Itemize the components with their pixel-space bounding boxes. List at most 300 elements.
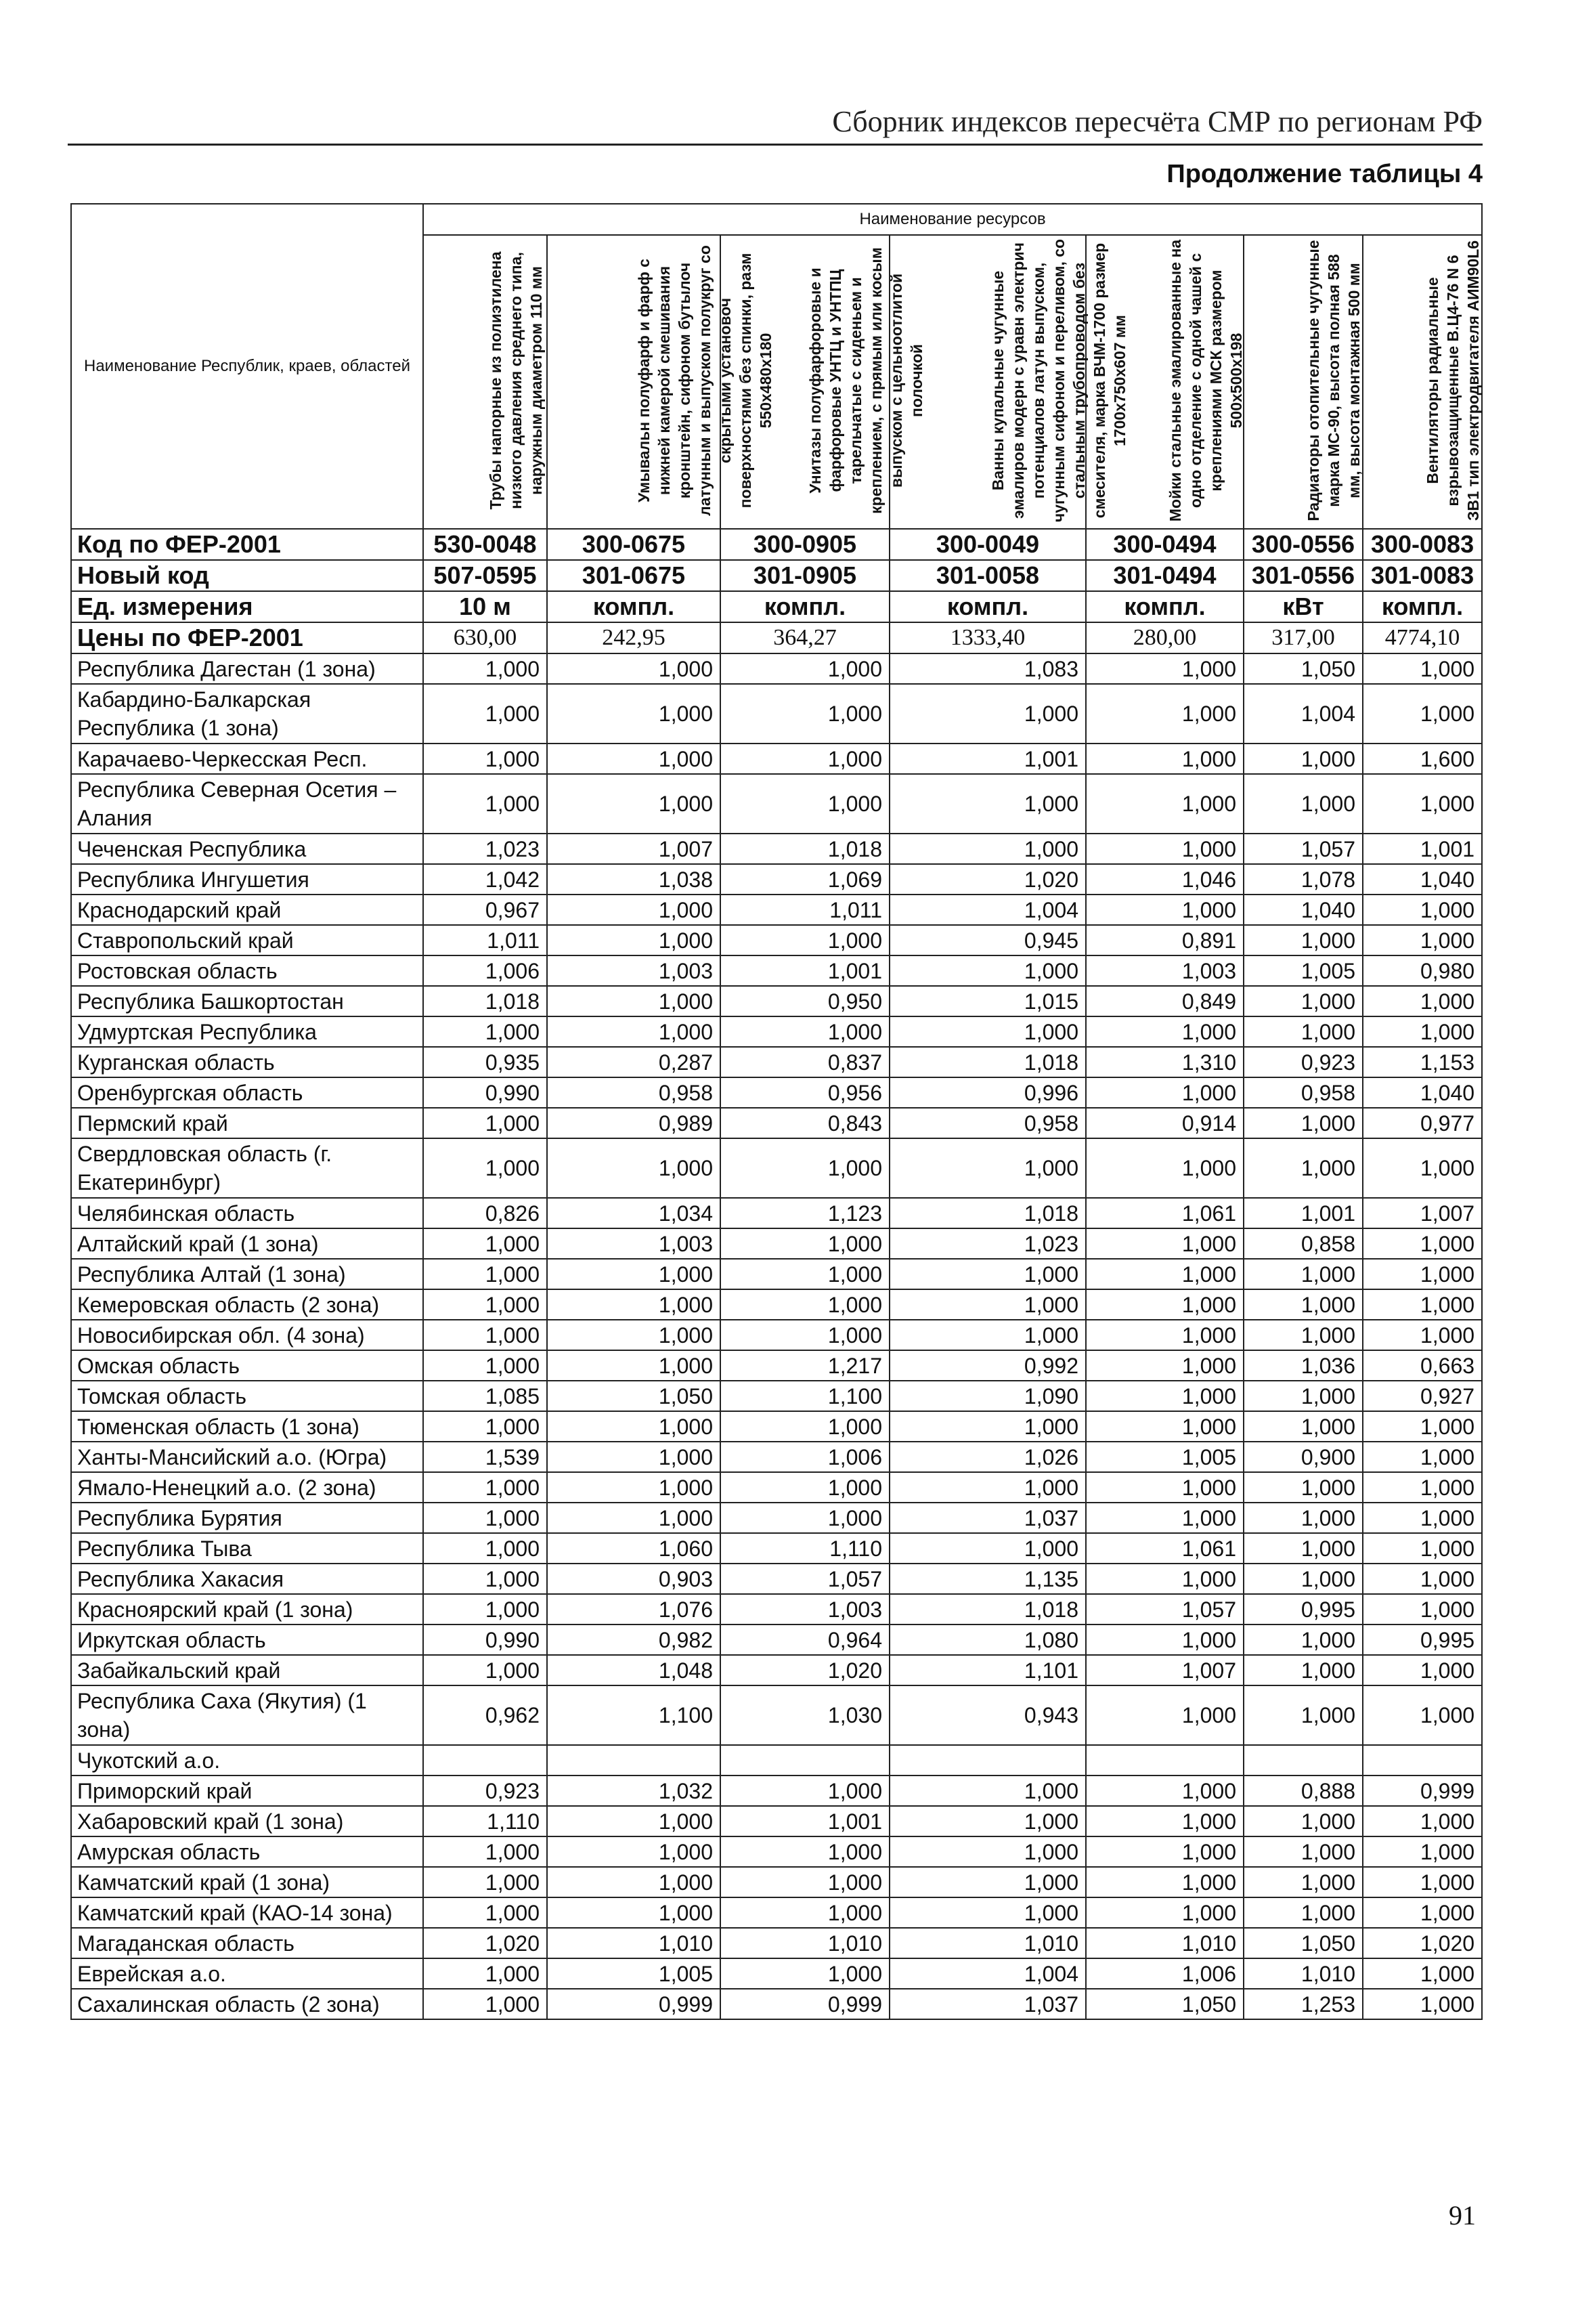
index-value: 1,217 [720, 1350, 890, 1381]
index-value: 1,000 [423, 1289, 547, 1320]
index-value: 1,000 [423, 1138, 547, 1198]
index-value: 1,000 [1244, 1108, 1363, 1138]
index-value: 1,020 [720, 1655, 890, 1685]
index-value: 0,967 [423, 895, 547, 925]
resource-column-title: Трубы напорные из полиэтилена низкого давления среднего типа, наружным диаметром 110 мм [486, 251, 545, 510]
index-value: 1,006 [720, 1442, 890, 1472]
index-value: 1,020 [890, 864, 1086, 895]
meta-value: 4774,10 [1363, 622, 1482, 653]
index-value: 1,000 [1363, 1594, 1482, 1624]
index-value: 1,011 [423, 925, 547, 955]
index-value: 1,003 [720, 1594, 890, 1624]
table-row [71, 955, 1482, 986]
region-name: Республика Башкортостан [71, 986, 423, 1016]
index-value: 1,000 [1363, 1806, 1482, 1836]
index-value: 1,018 [890, 1594, 1086, 1624]
index-value: 0,982 [547, 1624, 720, 1655]
region-name: Республика Бурятия [71, 1503, 423, 1533]
index-value: 1,000 [1244, 1564, 1363, 1594]
meta-row [71, 622, 1482, 653]
index-value: 1,000 [1086, 774, 1244, 834]
index-value: 1,037 [890, 1503, 1086, 1533]
meta-label: Новый код [71, 560, 423, 591]
index-value: 1,000 [720, 1411, 890, 1442]
index-value: 1,100 [720, 1381, 890, 1411]
region-name: Амурская область [71, 1836, 423, 1867]
index-value: 0,945 [890, 925, 1086, 955]
index-value: 0,849 [1086, 986, 1244, 1016]
table-row [71, 653, 1482, 684]
index-value: 0,956 [720, 1077, 890, 1108]
index-value: 1,000 [547, 653, 720, 684]
index-value: 0,837 [720, 1047, 890, 1077]
table-row [71, 1776, 1482, 1806]
table-row [71, 684, 1482, 744]
index-value: 1,000 [547, 1016, 720, 1047]
index-value: 1,000 [1363, 653, 1482, 684]
index-value: 1,000 [1244, 1806, 1363, 1836]
index-value [423, 1745, 547, 1776]
region-name: Хабаровский край (1 зона) [71, 1806, 423, 1836]
index-value: 1,040 [1244, 895, 1363, 925]
index-value: 1,000 [890, 1259, 1086, 1289]
index-value: 1,000 [423, 1503, 547, 1533]
index-value: 1,061 [1086, 1198, 1244, 1228]
region-name: Иркутская область [71, 1624, 423, 1655]
table-row [71, 834, 1482, 864]
index-value: 1,000 [547, 1867, 720, 1897]
index-value: 1,253 [1244, 1989, 1363, 2019]
table-row [71, 1836, 1482, 1867]
region-name: Республика Саха (Якутия) (1 зона) [71, 1685, 423, 1745]
index-value: 1,038 [547, 864, 720, 895]
index-value: 1,000 [423, 1564, 547, 1594]
index-value: 0,914 [1086, 1108, 1244, 1138]
index-value: 1,000 [720, 1897, 890, 1928]
index-value: 1,000 [890, 774, 1086, 834]
index-value: 1,005 [1086, 1442, 1244, 1472]
table-row [71, 1928, 1482, 1958]
index-value: 1,000 [890, 1776, 1086, 1806]
index-value: 1,000 [1363, 684, 1482, 744]
index-value: 0,826 [423, 1198, 547, 1228]
index-value: 0,923 [423, 1776, 547, 1806]
index-value: 1,037 [890, 1989, 1086, 2019]
index-value: 1,083 [890, 653, 1086, 684]
index-value: 1,000 [423, 1108, 547, 1138]
index-value: 1,000 [547, 774, 720, 834]
index-value: 0,923 [1244, 1047, 1363, 1077]
table-row [71, 1867, 1482, 1897]
index-value: 1,000 [720, 925, 890, 955]
index-value: 1,000 [547, 1442, 720, 1472]
index-value: 1,000 [890, 1897, 1086, 1928]
table-row [71, 1259, 1482, 1289]
index-value: 1,000 [1086, 895, 1244, 925]
index-value: 1,000 [547, 1138, 720, 1198]
index-value: 0,999 [547, 1989, 720, 2019]
index-value: 1,000 [547, 684, 720, 744]
index-value: 1,000 [423, 1836, 547, 1867]
index-value: 1,050 [547, 1381, 720, 1411]
meta-value: 280,00 [1086, 622, 1244, 653]
region-column-header: Наименование Республик, краев, областей [71, 204, 423, 529]
index-value: 1,000 [720, 1472, 890, 1503]
regional-index-table [70, 203, 1483, 2020]
index-value: 1,000 [547, 1472, 720, 1503]
index-value: 1,000 [423, 1472, 547, 1503]
index-value: 1,000 [890, 1411, 1086, 1442]
region-name: Ямало-Ненецкий а.о. (2 зона) [71, 1472, 423, 1503]
index-value: 1,000 [547, 1289, 720, 1320]
table-row [71, 1472, 1482, 1503]
index-value: 1,000 [1086, 744, 1244, 774]
index-value: 1,010 [720, 1928, 890, 1958]
region-name: Кемеровская область (2 зона) [71, 1289, 423, 1320]
index-value: 1,000 [720, 1259, 890, 1289]
index-value: 1,000 [423, 1958, 547, 1989]
table-row [71, 1289, 1482, 1320]
index-value: 1,026 [890, 1442, 1086, 1472]
table-row [71, 1228, 1482, 1259]
table-row [71, 1198, 1482, 1228]
table-row [71, 1624, 1482, 1655]
index-value: 0,858 [1244, 1228, 1363, 1259]
index-value: 1,004 [1244, 684, 1363, 744]
index-value: 1,000 [1086, 1836, 1244, 1867]
index-value: 1,000 [423, 774, 547, 834]
index-value: 1,000 [1244, 1503, 1363, 1533]
index-value: 1,000 [720, 744, 890, 774]
index-value: 1,001 [720, 1806, 890, 1836]
index-value: 1,030 [720, 1685, 890, 1745]
index-value: 1,000 [890, 1836, 1086, 1867]
index-value: 1,060 [547, 1533, 720, 1564]
index-value: 1,000 [1363, 1289, 1482, 1320]
meta-value: 301-0675 [547, 560, 720, 591]
index-value: 1,018 [720, 834, 890, 864]
table-row [71, 864, 1482, 895]
index-value: 1,000 [1086, 1411, 1244, 1442]
index-value [1244, 1745, 1363, 1776]
region-name: Ростовская область [71, 955, 423, 986]
index-value: 1,000 [423, 1897, 547, 1928]
index-value: 1,000 [423, 744, 547, 774]
index-value: 0,891 [1086, 925, 1244, 955]
index-value: 1,000 [1244, 925, 1363, 955]
index-value: 1,000 [720, 1958, 890, 1989]
index-value: 1,001 [1244, 1198, 1363, 1228]
index-value: 0,888 [1244, 1776, 1363, 1806]
region-name: Томская область [71, 1381, 423, 1411]
index-value: 1,000 [1363, 1685, 1482, 1745]
resource-column-title: Мойки стальные эмалированные на одно отделение с одной чашей с креплениями МСК размером 500х500х198 [1166, 239, 1245, 522]
index-value: 1,010 [1244, 1958, 1363, 1989]
index-value: 1,000 [1086, 1259, 1244, 1289]
resource-column-header [890, 235, 1129, 529]
table-row [71, 1745, 1482, 1776]
index-value: 1,000 [1363, 1503, 1482, 1533]
index-value: 1,000 [1363, 1867, 1482, 1897]
resource-column-header [1086, 235, 1244, 529]
index-value: 1,000 [1244, 1411, 1363, 1442]
index-value: 1,000 [1244, 986, 1363, 1016]
index-value: 1,000 [1086, 1289, 1244, 1320]
index-value: 1,076 [547, 1594, 720, 1624]
index-value: 1,000 [720, 774, 890, 834]
index-value: 1,000 [1086, 1381, 1244, 1411]
index-value: 1,000 [547, 1259, 720, 1289]
meta-value: 300-0556 [1244, 529, 1363, 560]
region-name: Забайкальский край [71, 1655, 423, 1685]
index-value [1086, 1745, 1244, 1776]
region-name: Ханты-Мансийский а.о. (Югра) [71, 1442, 423, 1472]
index-value: 1,034 [547, 1198, 720, 1228]
index-value: 0,989 [547, 1108, 720, 1138]
index-value: 1,000 [720, 1867, 890, 1897]
index-value: 1,080 [890, 1624, 1086, 1655]
region-name: Приморский край [71, 1776, 423, 1806]
resource-column-header [1363, 235, 1482, 529]
index-value: 1,000 [1363, 1958, 1482, 1989]
index-value: 0,964 [720, 1624, 890, 1655]
index-value: 1,000 [547, 1411, 720, 1442]
index-value: 1,000 [1086, 1016, 1244, 1047]
index-value: 1,000 [1363, 1411, 1482, 1442]
index-value: 1,078 [1244, 864, 1363, 895]
index-value: 1,000 [1244, 1016, 1363, 1047]
region-name: Республика Северная Осетия – Алания [71, 774, 423, 834]
index-value: 1,046 [1086, 864, 1244, 895]
table-row [71, 925, 1482, 955]
index-value: 1,000 [1363, 1016, 1482, 1047]
index-value: 1,000 [890, 955, 1086, 986]
resource-column-header [1244, 235, 1363, 529]
index-value: 1,000 [1086, 1138, 1244, 1198]
region-name: Удмуртская Республика [71, 1016, 423, 1047]
index-value: 1,007 [1363, 1198, 1482, 1228]
index-value: 1,123 [720, 1198, 890, 1228]
meta-value: 301-0905 [720, 560, 890, 591]
index-value: 1,000 [720, 1503, 890, 1533]
table-row [71, 1989, 1482, 2019]
table-row [71, 1564, 1482, 1594]
index-value: 1,000 [1363, 1655, 1482, 1685]
index-value: 0,992 [890, 1350, 1086, 1381]
index-value: 1,000 [1244, 1624, 1363, 1655]
index-value: 1,000 [890, 1138, 1086, 1198]
index-value: 1,000 [1363, 1897, 1482, 1928]
index-value: 0,990 [423, 1624, 547, 1655]
index-value: 1,000 [1363, 1138, 1482, 1198]
index-value: 1,000 [1244, 1655, 1363, 1685]
index-value: 0,958 [547, 1077, 720, 1108]
region-name: Тюменская область (1 зона) [71, 1411, 423, 1442]
meta-value: 300-0049 [890, 529, 1086, 560]
region-name: Новосибирская обл. (4 зона) [71, 1320, 423, 1350]
index-value: 1,003 [1086, 955, 1244, 986]
meta-value: 301-0556 [1244, 560, 1363, 591]
index-value: 1,020 [423, 1928, 547, 1958]
index-value: 0,287 [547, 1047, 720, 1077]
resource-column-header [547, 235, 774, 529]
index-value: 0,927 [1363, 1381, 1482, 1411]
table-row [71, 1047, 1482, 1077]
region-name: Еврейская а.о. [71, 1958, 423, 1989]
index-value: 1,000 [547, 1320, 720, 1350]
index-value: 1,000 [1086, 684, 1244, 744]
index-value: 1,000 [423, 1533, 547, 1564]
table-row [71, 1533, 1482, 1564]
index-value: 1,000 [1363, 1259, 1482, 1289]
index-value: 0,977 [1363, 1108, 1482, 1138]
table-row [71, 1381, 1482, 1411]
table-row [71, 774, 1482, 834]
region-name: Челябинская область [71, 1198, 423, 1228]
index-value: 0,990 [423, 1077, 547, 1108]
index-value: 1,000 [1086, 1228, 1244, 1259]
index-value: 1,001 [890, 744, 1086, 774]
index-value: 1,000 [890, 1867, 1086, 1897]
meta-value: кВт [1244, 591, 1363, 622]
index-value: 1,000 [1086, 1867, 1244, 1897]
index-value: 1,000 [547, 1806, 720, 1836]
index-value: 1,023 [890, 1228, 1086, 1259]
index-value: 1,000 [890, 1533, 1086, 1564]
resource-column-header [720, 235, 925, 529]
index-value: 1,000 [1363, 1320, 1482, 1350]
index-value: 1,000 [423, 1350, 547, 1381]
meta-value: 507-0595 [423, 560, 547, 591]
index-value: 1,000 [1244, 1533, 1363, 1564]
index-value: 1,000 [423, 1228, 547, 1259]
index-value: 0,663 [1363, 1350, 1482, 1381]
index-value: 0,995 [1244, 1594, 1363, 1624]
index-value: 1,000 [423, 1989, 547, 2019]
index-value: 1,006 [1086, 1958, 1244, 1989]
table-row [71, 1503, 1482, 1533]
index-value: 1,003 [547, 1228, 720, 1259]
region-name: Краснодарский край [71, 895, 423, 925]
index-value [547, 1745, 720, 1776]
index-value: 1,000 [1086, 834, 1244, 864]
index-value: 1,050 [1244, 653, 1363, 684]
table-row [71, 1350, 1482, 1381]
index-value: 1,000 [720, 1228, 890, 1259]
meta-value: 301-0058 [890, 560, 1086, 591]
meta-value: 630,00 [423, 622, 547, 653]
index-value: 1,000 [1244, 1897, 1363, 1928]
index-value: 1,000 [547, 986, 720, 1016]
meta-value: компл. [720, 591, 890, 622]
index-value: 1,539 [423, 1442, 547, 1472]
index-value: 1,000 [1363, 1836, 1482, 1867]
index-value: 1,000 [720, 1776, 890, 1806]
table-row [71, 1016, 1482, 1047]
index-value: 1,000 [423, 1016, 547, 1047]
index-value: 1,000 [1244, 1289, 1363, 1320]
resources-header: Наименование ресурсов [423, 204, 1482, 235]
region-name: Ставропольский край [71, 925, 423, 955]
resource-column-header [423, 235, 547, 529]
index-value: 1,001 [720, 955, 890, 986]
index-value: 1,000 [720, 1289, 890, 1320]
region-name: Красноярский край (1 зона) [71, 1594, 423, 1624]
index-value: 1,153 [1363, 1047, 1482, 1077]
index-value: 1,018 [890, 1047, 1086, 1077]
index-value: 1,003 [547, 955, 720, 986]
index-value: 1,000 [720, 1836, 890, 1867]
region-name: Алтайский край (1 зона) [71, 1228, 423, 1259]
index-value: 1,050 [1086, 1989, 1244, 2019]
meta-value: 300-0675 [547, 529, 720, 560]
table-row [71, 1897, 1482, 1928]
meta-value: 301-0494 [1086, 560, 1244, 591]
index-value: 0,935 [423, 1047, 547, 1077]
meta-value: 317,00 [1244, 622, 1363, 653]
index-value: 0,999 [1363, 1776, 1482, 1806]
region-name: Омская область [71, 1350, 423, 1381]
index-value: 0,958 [1244, 1077, 1363, 1108]
index-value: 0,903 [547, 1564, 720, 1594]
meta-value: 1333,40 [890, 622, 1086, 653]
page-header [68, 100, 1483, 146]
table-row [71, 986, 1482, 1016]
index-value: 0,995 [1363, 1624, 1482, 1655]
index-value: 1,061 [1086, 1533, 1244, 1564]
meta-value: компл. [1086, 591, 1244, 622]
meta-value: 242,95 [547, 622, 720, 653]
table-row [71, 1138, 1482, 1198]
index-value: 1,000 [547, 895, 720, 925]
index-value: 1,000 [1086, 653, 1244, 684]
index-value: 1,000 [890, 1806, 1086, 1836]
index-value: 1,057 [1086, 1594, 1244, 1624]
index-value: 0,962 [423, 1685, 547, 1745]
region-name: Республика Ингушетия [71, 864, 423, 895]
index-value: 1,000 [720, 653, 890, 684]
meta-value: 300-0083 [1363, 529, 1482, 560]
index-value: 1,000 [547, 1897, 720, 1928]
index-value: 1,006 [423, 955, 547, 986]
meta-row [71, 529, 1482, 560]
index-value: 1,000 [1363, 1442, 1482, 1472]
index-value: 1,000 [1086, 1350, 1244, 1381]
index-value: 1,036 [1244, 1350, 1363, 1381]
index-value: 1,040 [1363, 1077, 1482, 1108]
table-row [71, 895, 1482, 925]
meta-value: 301-0083 [1363, 560, 1482, 591]
page-number: 91 [1449, 2200, 1476, 2231]
index-value [890, 1745, 1086, 1776]
index-value: 1,000 [1244, 1320, 1363, 1350]
resource-column-title: Умывальн полуфарф и фарф с нижней камерой смешивания кронштейн, сифоном бутылоч латунным и выпуском полукруг со скрытыми установоч поверхностями без спинки, разм 550х480х180 [635, 245, 774, 516]
index-value: 1,010 [890, 1928, 1086, 1958]
index-value: 1,010 [1086, 1928, 1244, 1958]
index-value: 1,100 [547, 1685, 720, 1745]
index-value: 0,950 [720, 986, 890, 1016]
index-value: 1,000 [1363, 1228, 1482, 1259]
index-value: 1,069 [720, 864, 890, 895]
index-value: 1,310 [1086, 1047, 1244, 1077]
index-value: 0,943 [890, 1685, 1086, 1745]
index-value: 1,004 [890, 1958, 1086, 1989]
table-row [71, 1594, 1482, 1624]
index-value: 1,000 [423, 1867, 547, 1897]
index-value: 1,000 [1363, 1564, 1482, 1594]
index-value: 1,000 [1363, 925, 1482, 955]
index-value: 1,000 [720, 1138, 890, 1198]
